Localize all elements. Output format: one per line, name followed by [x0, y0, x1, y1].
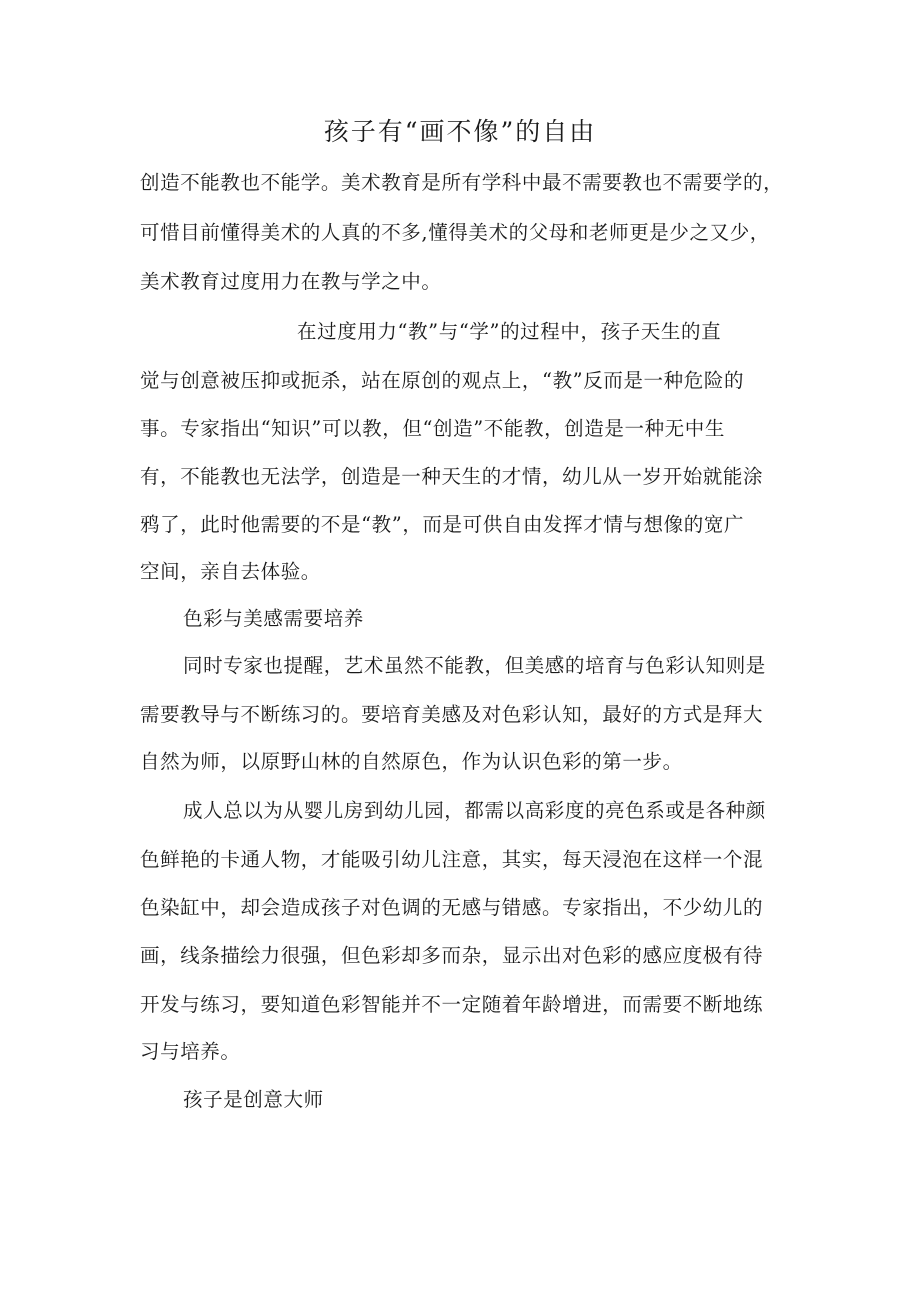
text-line: 自然为师，以原野山林的自然原色，作为认识色彩的第一步。 [140, 750, 683, 773]
section-heading: 孩子是创意大师 [183, 1088, 324, 1111]
text-line: 需要教导与不断练习的。要培育美感及对色彩认知，最好的方式是拜大 [140, 703, 764, 726]
text-line: 在过度用力“教”与“学”的过程中，孩子天生的直 [297, 320, 722, 343]
text-line: 习与培养。 [140, 1040, 241, 1063]
text-line: 色染缸中，却会造成孩子对色调的无感与错感。专家指出，不少幼儿的 [140, 896, 764, 919]
text-line: 可惜目前懂得美术的人真的不多,懂得美术的父母和老师更是少之又少， [140, 221, 770, 244]
section-heading: 色彩与美感需要培养 [183, 607, 364, 630]
text-line: 创造不能教也不能学。美术教育是所有学科中最不需要教也不需要学的， [140, 171, 784, 194]
text-line: 觉与创意被压抑或扼杀，站在原创的观点上，“教”反而是一种危险的 [140, 369, 745, 392]
text-line: 鸦了，此时他需要的不是“教”，而是可供自由发挥才情与想像的宽广 [140, 513, 745, 536]
text-line: 色鲜艳的卡通人物，才能吸引幼儿注意，其实，每天浸泡在这样一个混 [140, 848, 764, 871]
text-line: 成人总以为从婴儿房到幼儿园，都需以高彩度的亮色系或是各种颜 [183, 799, 766, 822]
text-line: 美术教育过度用力在教与学之中。 [140, 270, 442, 293]
text-line: 事。专家指出“知识”可以教，但“创造”不能教，创造是一种无中生 [140, 417, 725, 440]
text-line: 空间，亲自去体验。 [140, 560, 321, 583]
text-line: 同时专家也提醒，艺术虽然不能教，但美感的培育与色彩认知则是 [183, 654, 766, 677]
text-line: 开发与练习，要知道色彩智能并不一定随着年龄增进，而需要不断地练 [140, 993, 764, 1016]
text-line: 有，不能教也无法学，创造是一种天生的才情，幼儿从一岁开始就能涂 [140, 465, 764, 488]
document-title: 孩子有“画不像”的自由 [323, 117, 597, 146]
text-line: 画，线条描绘力很强，但色彩却多而杂，显示出对色彩的感应度极有待 [140, 944, 764, 967]
